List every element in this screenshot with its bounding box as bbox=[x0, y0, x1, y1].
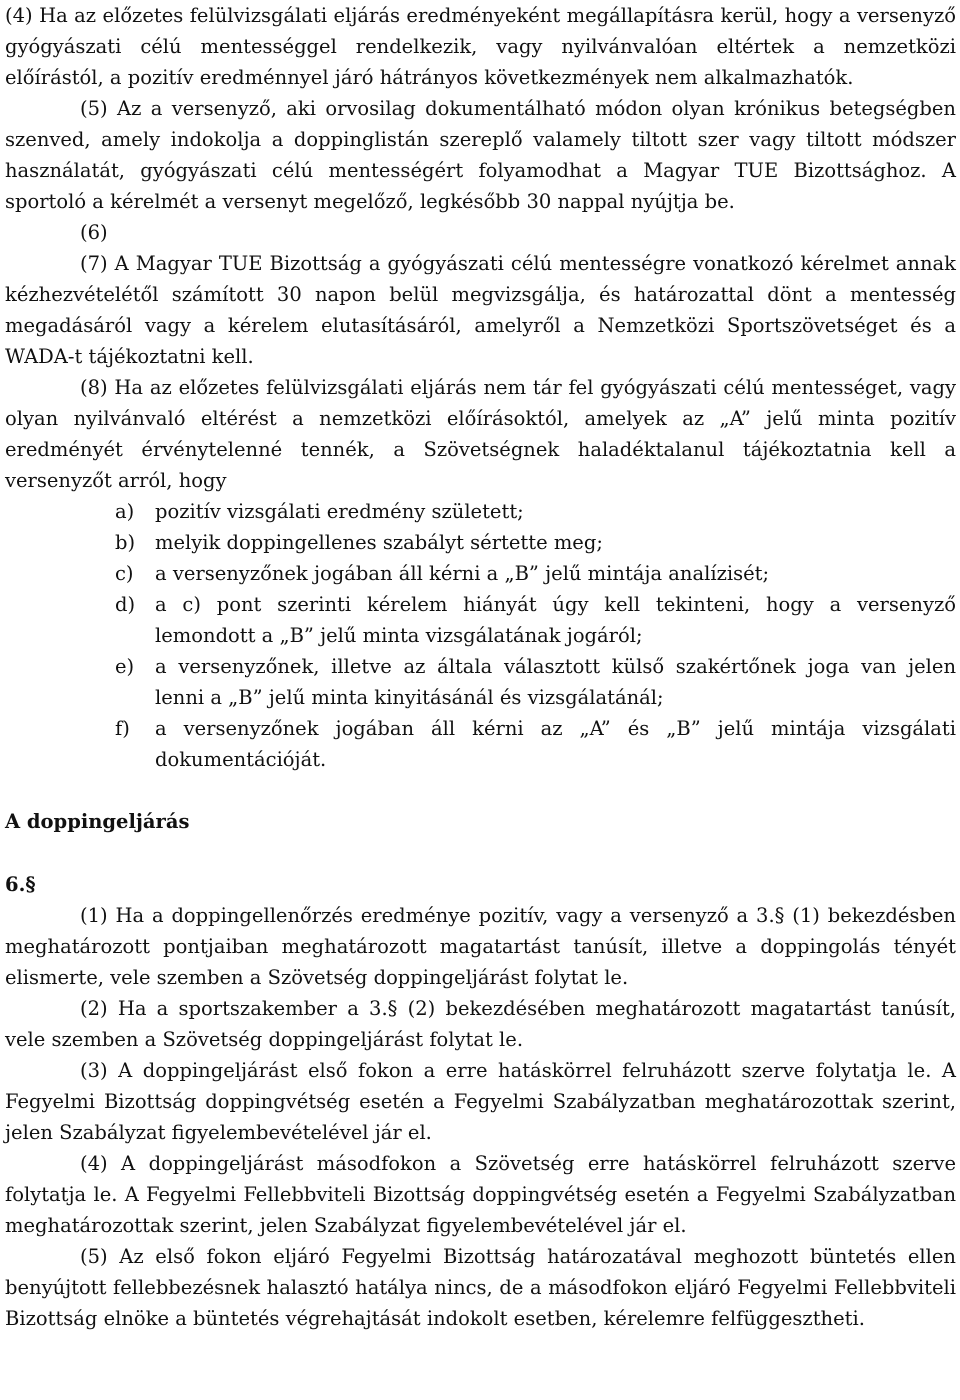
document-page bbox=[5, 0, 956, 1334]
paragraph-4-tue-outcome: (4) Ha az előzetes felülvizsgálati eljárás eredményeként megállapításra kerül, hogy a versenyző gyógyászati célú mentességgel rendelkezik, vagy nyilvánvalóan eltértek a nemzetközi előírástól, a pozitív eredménnyel járó hátrányos következmények nem alkalmazhatók. bbox=[5, 4, 956, 89]
list-item-text: pozitív vizsgálati eredmény született; bbox=[155, 500, 524, 523]
paragraph-4-second-instance: (4) A doppingeljárást másodfokon a Szövetség erre hatáskörrel felruházott szerve folytatja le. A Fegyelmi Fellebbviteli Bizottság doppingvétség esetén a Fegyelmi Szabályzatban meghatározottak szerint, jelen Szabályzat figyelembevételével jár el. bbox=[5, 1152, 956, 1237]
paragraph-3-first-instance: (3) A doppingeljárást első fokon a erre hatáskörrel felruházott szerve folytatja le. A Fegyelmi Bizottság doppingvétség esetén a Fegyelmi Szabályzatban meghatározottak szerint, jelen Szabályzat figyelembevételével jár el. bbox=[5, 1059, 956, 1144]
list-item bbox=[5, 558, 956, 589]
list-marker: c) bbox=[115, 562, 134, 585]
paragraph-8-notification: (8) Ha az előzetes felülvizsgálati eljárás nem tár fel gyógyászati célú mentességet, vagy olyan nyilvánvaló eltérést a nemzetközi előírásoktól, amelyek az „A” jelű minta pozitív eredményét érvénytelenné tennék, a Szövetségnek haladéktalanul tájékoztatnia kell a versenyzőt arról, hogy bbox=[5, 376, 956, 492]
list-item-text: a versenyzőnek jogában áll kérni a „B” jelű mintája analízisét; bbox=[155, 562, 770, 585]
notification-list bbox=[5, 496, 956, 775]
list-item bbox=[5, 651, 956, 713]
list-marker: d) bbox=[115, 593, 136, 616]
list-item bbox=[5, 713, 956, 775]
list-item bbox=[5, 496, 956, 527]
paragraph-5-tue-application: (5) Az a versenyző, aki orvosilag dokumentálható módon olyan krónikus betegségben szenved, amely indokolja a doppinglistán szereplő valamely tiltott szer vagy tiltott módszer használatát, gyógyászati célú mentességért folyamodhat a Magyar TUE Bizottsághoz. A sportoló a kérelmét a versenyt megelőző, legkésőbb 30 nappal nyújtja be. bbox=[5, 97, 956, 213]
paragraph-7-tue-committee: (7) A Magyar TUE Bizottság a gyógyászati célú mentességre vonatkozó kérelmet annak kézhezvételétől számított 30 napon belül megvizsgálja, és határozattal dönt a mentesség megadásáról vagy a kérelem elutasításáról, amelyről a Nemzetközi Sportszövetséget és a WADA-t tájékoztatni kell. bbox=[5, 252, 956, 368]
paragraph-1-doping-procedure: (1) Ha a doppingellenőrzés eredménye pozitív, vagy a versenyző a 3.§ (1) bekezdésben meghatározott pontjaiban meghatározott magatartást tanúsít, illetve a doppingolás tényét elismerte, vele szemben a Szövetség doppingeljárást folytat le. bbox=[5, 904, 956, 989]
section-number: 6.§ bbox=[5, 873, 36, 896]
list-marker: b) bbox=[115, 531, 136, 554]
paragraph-6-empty: (6) bbox=[80, 221, 108, 244]
list-item bbox=[5, 589, 956, 651]
list-item-text: a versenyzőnek, illetve az általa választott külső szakértőnek joga van jelen lenni a „B” jelű minta kinyitásánál és vizsgálatánál; bbox=[155, 655, 956, 709]
paragraph-5-appeal: (5) Az első fokon eljáró Fegyelmi Bizottság határozatával meghozott büntetés ellen benyújtott fellebbezésnek halasztó hatálya nincs, de a másodfokon eljáró Fegyelmi Fellebbviteli Bizottság elnöke a büntetés végrehajtását indokolt esetben, kérelemre felfüggesztheti. bbox=[5, 1245, 956, 1330]
list-marker: f) bbox=[115, 717, 130, 740]
list-marker: a) bbox=[115, 500, 135, 523]
list-item-text: a versenyzőnek jogában áll kérni az „A” és „B” jelű mintája vizsgálati dokumentációját. bbox=[155, 717, 956, 771]
list-item-text: melyik doppingellenes szabályt sértette meg; bbox=[155, 531, 603, 554]
list-marker: e) bbox=[115, 655, 135, 678]
section-heading: A doppingeljárás bbox=[5, 810, 190, 833]
list-item bbox=[5, 527, 956, 558]
list-item-text: a c) pont szerinti kérelem hiányát úgy kell tekinteni, hogy a versenyző lemondott a „B” jelű minta vizsgálatának jogáról; bbox=[155, 593, 956, 647]
paragraph-2-sport-professional: (2) Ha a sportszakember a 3.§ (2) bekezdésében meghatározott magatartást tanúsít, vele szemben a Szövetség doppingeljárást folytat le. bbox=[5, 997, 956, 1051]
